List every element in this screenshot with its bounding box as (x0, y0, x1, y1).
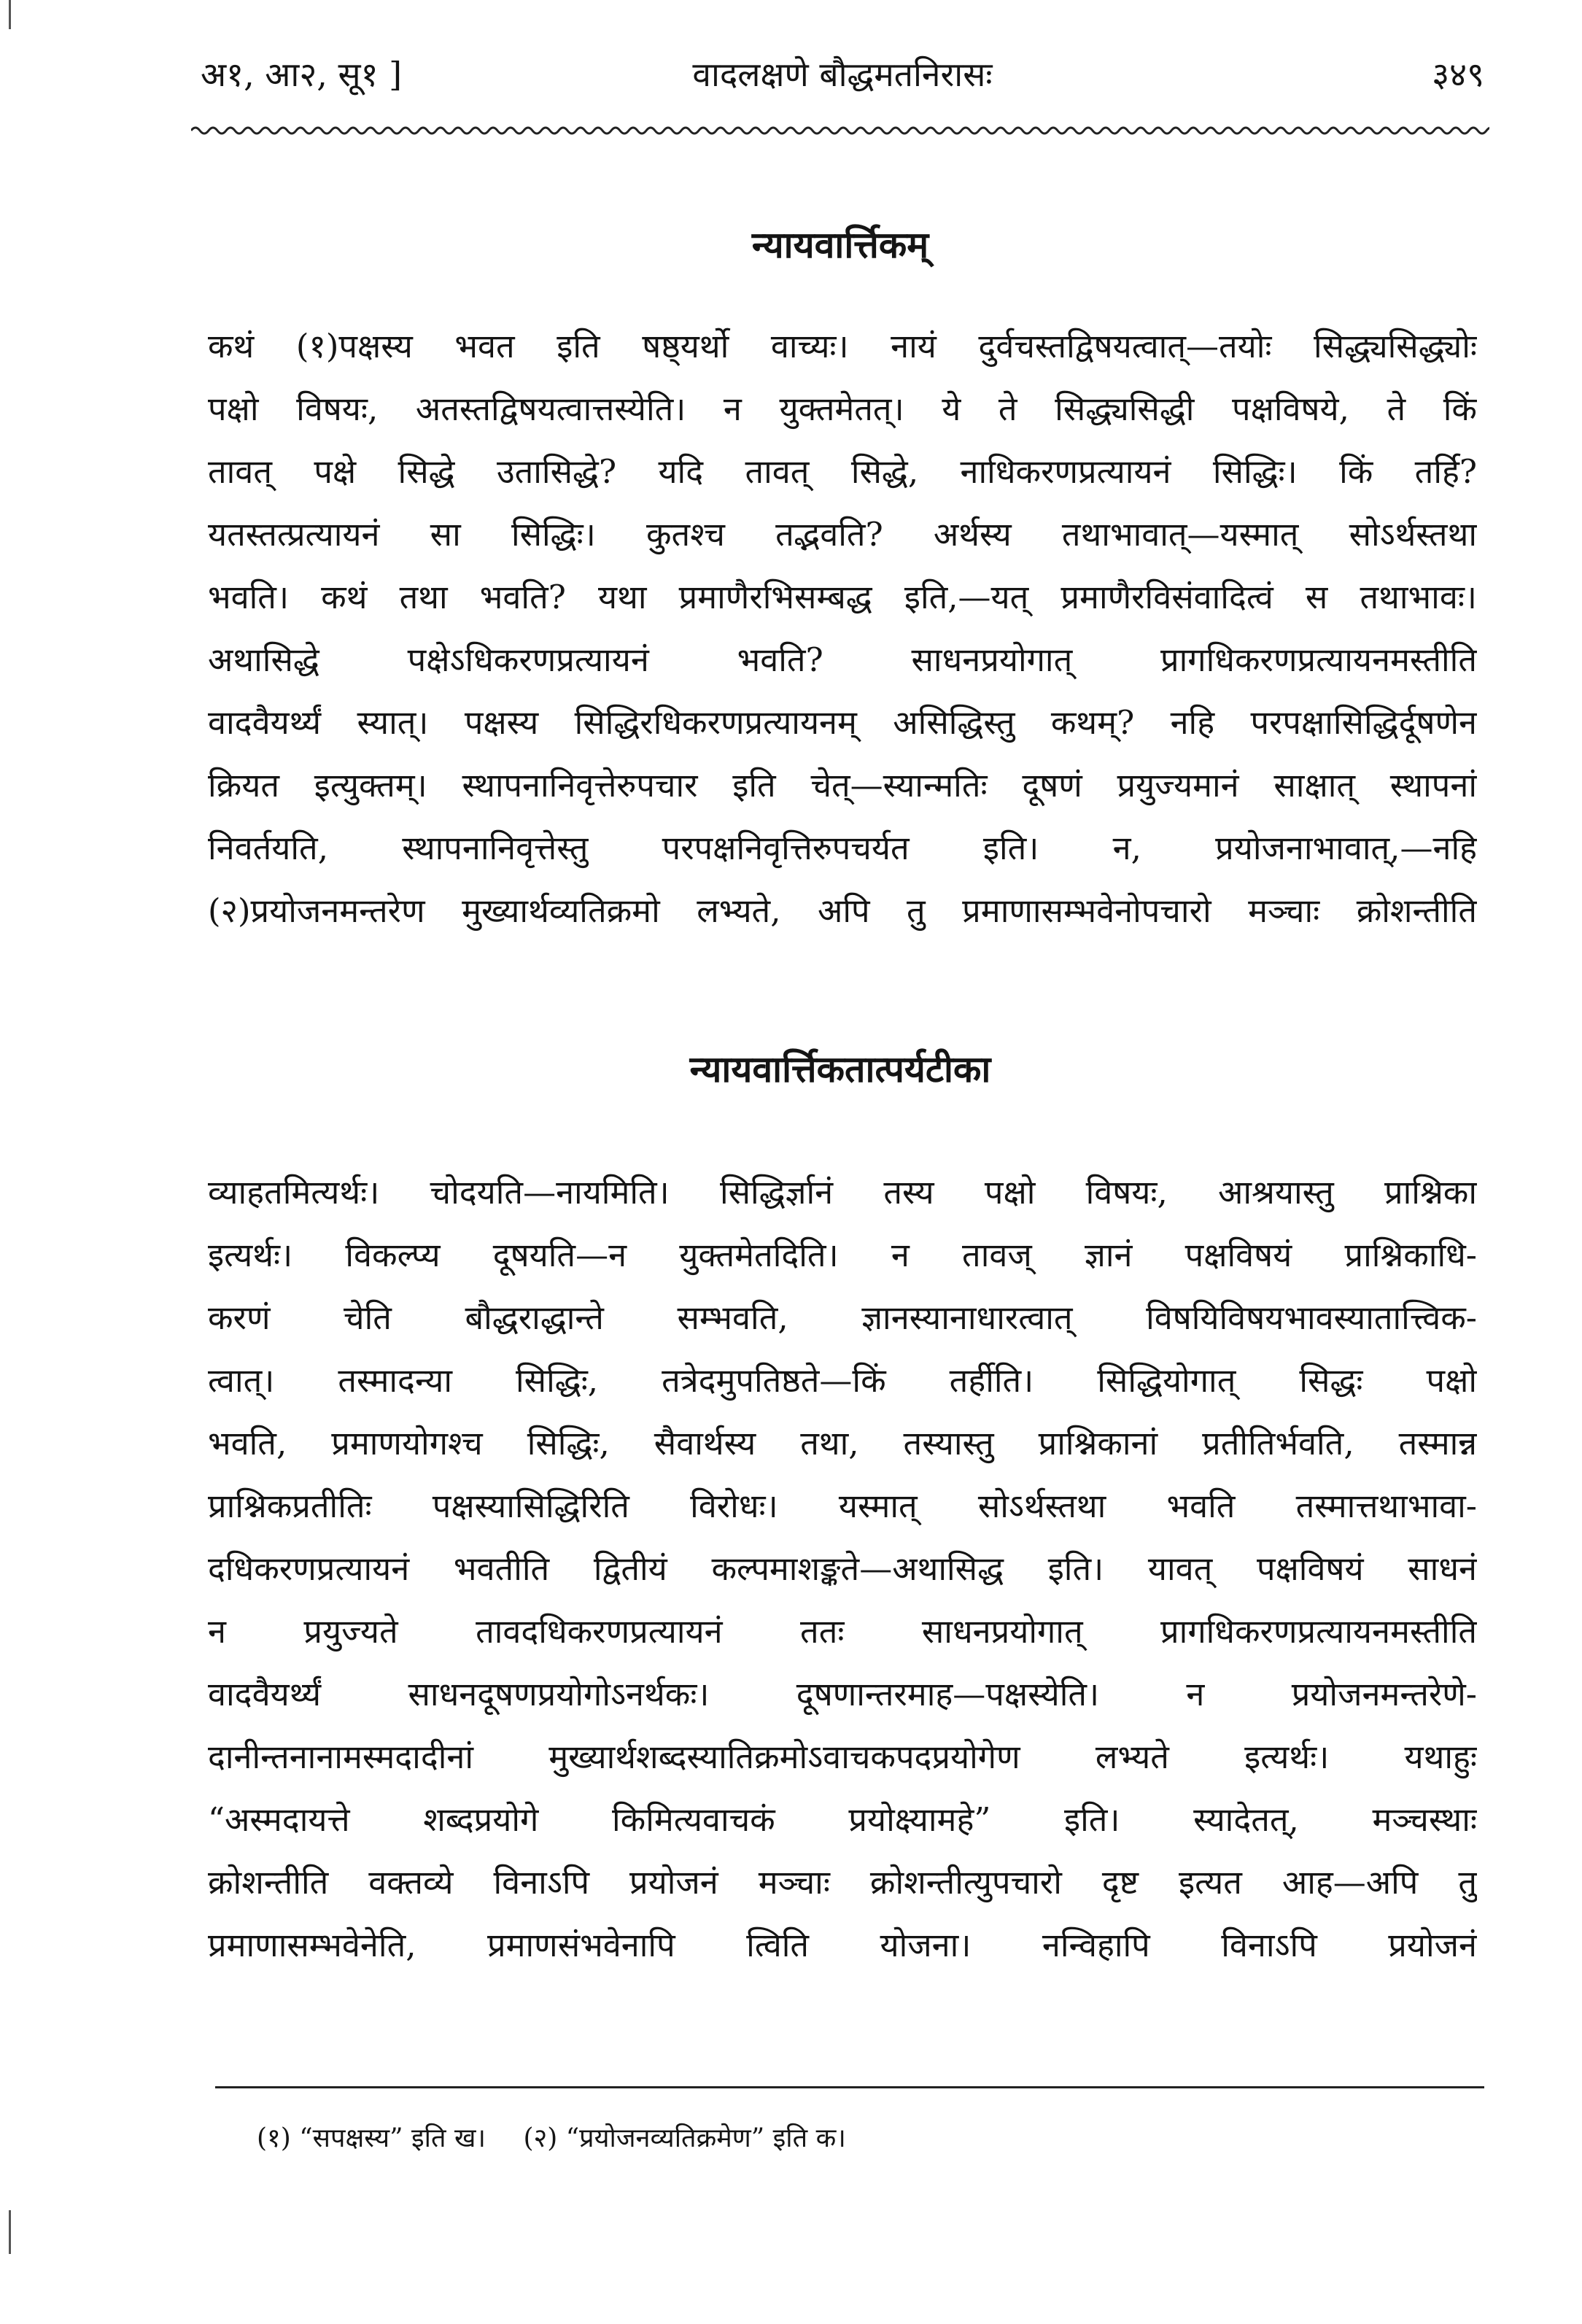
text-line: यतस्तत्प्रत्यायनं सा सिद्धिः। कुतश्च तद्भवति? अर्थस्य तथाभावात्—यस्मात् सोऽर्थस्तथा (208, 515, 1477, 554)
running-header (201, 51, 1484, 109)
footnote-rule (215, 2086, 1484, 2088)
section-title-tatparya-tika: न्यायवार्त्तिकतात्पर्यटीका (689, 1047, 991, 1091)
footnotes (257, 2119, 875, 2155)
header-section-reference: अ१, आ२, सू१ ] (201, 55, 403, 94)
text-line: भवति, प्रमाणयोगश्च सिद्धिः, सैवार्थस्य तथा, तस्यास्तु प्राश्निकानां प्रतीतिर्भवति, तस्मान्न (208, 1424, 1477, 1463)
text-line: इत्यर्थः। विकल्प्य दूषयति—न युक्तमेतदिति। न तावज् ज्ञानं पक्षविषयं प्राश्निकाधि- (208, 1236, 1477, 1274)
text-line: त्वात्। तस्मादन्या सिद्धिः, तत्रेदमुपतिष्ठते—किं तर्हीति। सिद्धियोगात् सिद्धः पक्षो (208, 1361, 1477, 1400)
text-line: भवति। कथं तथा भवति? यथा प्रमाणैरभिसम्बद्ध इति,—यत् प्रमाणैरविसंवादित्वं स तथाभावः। (208, 578, 1477, 616)
text-line: वादवैयर्थ्यं साधनदूषणप्रयोगोऽनर्थकः। दूषणान्तरमाह—पक्षस्येति। न प्रयोजनमन्तरेणे- (208, 1675, 1477, 1713)
text-line: तावत् पक्षे सिद्धे उतासिद्धे? यदि तावत् सिद्धे, नाधिकरणप्रत्यायनं सिद्धिः। किं तर्हि? (208, 452, 1477, 491)
text-line: (२)प्रयोजनमन्तरेण मुख्यार्थव्यतिक्रमो लभ्यते, अपि तु प्रमाणासम्भवेनोपचारो मञ्चाः क्रोशन्तीति (208, 891, 1477, 930)
header-wavy-rule (191, 123, 1489, 139)
header-title: वादलक्षणे बौद्धमतनिरासः (692, 55, 993, 94)
text-line: दानीन्तनानामस्मदादीनां मुख्यार्थशब्दस्यातिक्रमोऽवाचकपदप्रयोगेण लभ्यते इत्यर्थः। यथाहुः (208, 1738, 1477, 1776)
text-line: दधिकरणप्रत्यायनं भवतीति द्वितीयं कल्पमाशङ्कते—अथासिद्ध इति। यावत् पक्षविषयं साधनं (208, 1549, 1477, 1588)
text-line: “अस्मदायत्ते शब्दप्रयोगे किमित्यवाचकं प्रयोक्ष्यामहे” इति। स्यादेतत्, मञ्चस्थाः (208, 1800, 1477, 1839)
text-line: अथासिद्धे पक्षेऽधिकरणप्रत्यायनं भवति? साधनप्रयोगात् प्रागधिकरणप्रत्यायनमस्तीति (208, 640, 1477, 679)
text-line: कथं (१)पक्षस्य भवत इति षष्ठ्यर्थो वाच्यः। नायं दुर्वचस्तद्विषयत्वात्—तयोः सिद्ध्यसिद्ध्योः (208, 327, 1477, 365)
footnote-2: (२) “प्रयोजनव्यतिक्रमेण” इति क। (523, 2123, 846, 2153)
text-line: निवर्तयति, स्थापनानिवृत्तेस्तु परपक्षनिवृत्तिरुपचर्यत इति। न, प्रयोजनाभावात्,—नहि (208, 829, 1477, 867)
text-line: न प्रयुज्यते तावदधिकरणप्रत्यायनं ततः साधनप्रयोगात् प्रागधिकरणप्रत्यायनमस्तीति (208, 1612, 1477, 1651)
vartika-text (208, 315, 1477, 942)
text-line: करणं चेति बौद्धराद्धान्ते सम्भवति, ज्ञानस्यानाधारत्वात् विषयिविषयभावस्यातात्त्विक- (208, 1298, 1477, 1337)
text-line: क्रोशन्तीति वक्तव्ये विनाऽपि प्रयोजनं मञ्चाः क्रोशन्तीत्युपचारो दृष्ट इत्यत आह—अपि तु (208, 1863, 1477, 1902)
text-line: प्रमाणासम्भवेनेति, प्रमाणसंभवेनापि त्विति योजना। नन्विहापि विनाऽपि प्रयोजनं (208, 1926, 1477, 1964)
footnote-1: (१) “सपक्षस्य” इति ख। (257, 2123, 486, 2153)
page-number: ३४९ (1432, 55, 1484, 94)
text-line: व्याहतमित्यर्थः। चोदयति—नायमिति। सिद्धिर्ज्ञानं तस्य पक्षो विषयः, आश्रयास्तु प्राश्निका (208, 1173, 1477, 1212)
text-line: क्रियत इत्युक्तम्। स्थापनानिवृत्तेरुपचार इति चेत्—स्यान्मतिः दूषणं प्रयुज्यमानं साक्षात् स्थापनां (208, 766, 1477, 805)
text-line: पक्षो विषयः, अतस्तद्विषयत्वात्तस्येति। न युक्तमेतत्। ये ते सिद्ध्यसिद्धी पक्षविषये, ते किं (208, 390, 1477, 428)
text-line: प्राश्निकप्रतीतिः पक्षस्यासिद्धिरिति विरोधः। यस्मात् सोऽर्थस्तथा भवति तस्मात्तथाभावा- (208, 1487, 1477, 1525)
scan-margin-mark (9, 0, 11, 29)
tika-text (208, 1161, 1477, 1977)
section-title-vartika: न्यायवार्त्तिकम् (751, 223, 929, 266)
text-line: वादवैयर्थ्यं स्यात्। पक्षस्य सिद्धिरधिकरणप्रत्यायनम् असिद्धिस्तु कथम्? नहि परपक्षासिद्धिर्दूषणेन (208, 703, 1477, 742)
scan-margin-mark (9, 2210, 11, 2254)
